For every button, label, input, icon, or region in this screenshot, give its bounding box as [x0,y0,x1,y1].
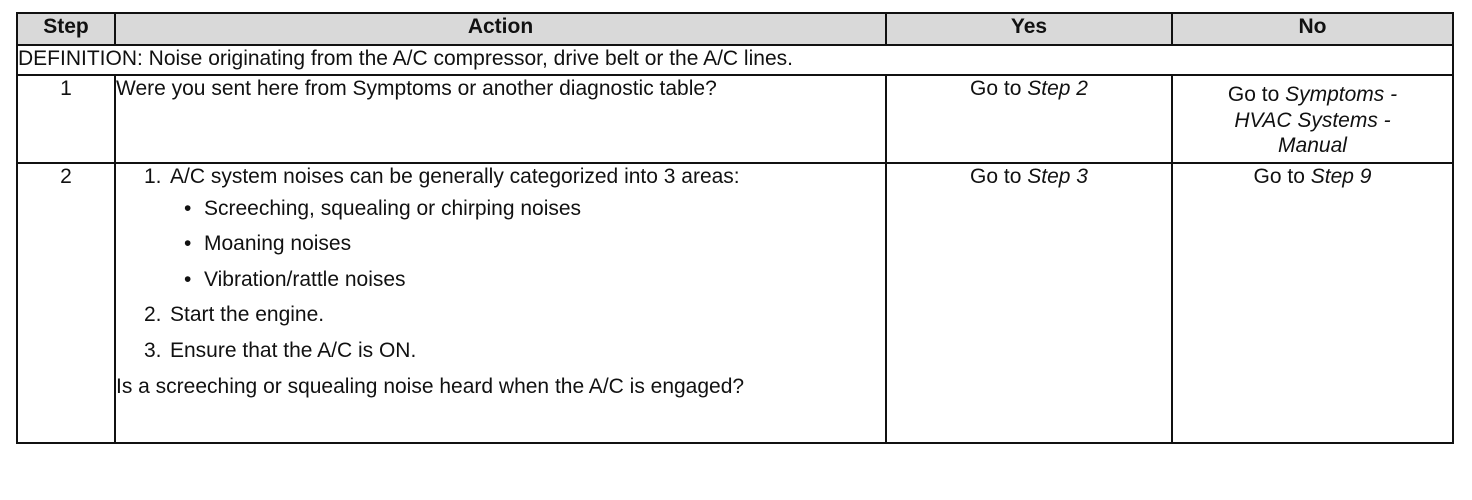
bullet-icon: • [184,196,192,220]
step-1-yes [886,75,1172,163]
step-1-number: 1 [17,75,115,163]
step-2-action [115,163,886,443]
item-3-number: 3. [144,339,162,363]
step-1-question: Were you sent here from Symptoms or another diagnostic table? [115,75,886,163]
diagnostic-table [16,12,1454,444]
bullet-text: Moaning noises [204,232,352,256]
step-1-no-target-line3: Manual [1278,134,1347,158]
bullet-icon: • [184,267,192,291]
header-step: Step [17,13,115,45]
step-1-no-prefix: Go to [1227,83,1286,106]
step-1-no [1172,75,1453,163]
definition-row [17,45,1453,75]
step-2-question: Is a screeching or squealing noise heard when the A/C is engaged? [116,374,745,398]
step-2-instruction-list [116,164,885,364]
list-item [144,164,885,292]
list-item [180,267,885,293]
step-2-no [1172,163,1453,443]
bullet-icon: • [184,232,192,256]
list-item [144,338,885,364]
item-1-number: 1. [144,165,162,188]
noise-category-list [170,196,885,293]
step-2-row [17,163,1453,443]
definition-text: DEFINITION: Noise originating from the A/C compressor, drive belt or the A/C lines. [17,45,1453,75]
header-yes: Yes [886,13,1172,45]
step-2-number: 2 [17,163,115,443]
step-2-yes-prefix: Go to [970,165,1028,188]
item-2-number: 2. [144,303,162,327]
item-2-text: Start the engine. [170,303,325,327]
step-2-no-prefix: Go to [1253,165,1311,188]
bullet-text: Screeching, squealing or chirping noises [204,196,582,220]
step-2-yes [886,163,1172,443]
list-item [180,196,885,222]
item-3-text: Ensure that the A/C is ON. [170,339,417,363]
header-action: Action [115,13,886,45]
step-1-yes-target: Step 2 [1027,77,1088,100]
step-1-no-target-line2: HVAC Systems - [1234,108,1391,132]
item-1-text: A/C system noises can be generally categorized into 3 areas: [170,165,740,188]
step-1-row [17,75,1453,163]
header-row [17,13,1453,45]
bullet-text: Vibration/rattle noises [204,267,406,291]
step-2-no-target: Step 9 [1310,165,1372,188]
step-1-yes-prefix: Go to [970,77,1028,100]
list-item [180,231,885,257]
list-item [144,302,885,328]
step-1-no-target-line1: Symptoms - [1285,83,1398,106]
step-2-yes-target: Step 3 [1027,165,1088,188]
header-no: No [1172,13,1453,45]
